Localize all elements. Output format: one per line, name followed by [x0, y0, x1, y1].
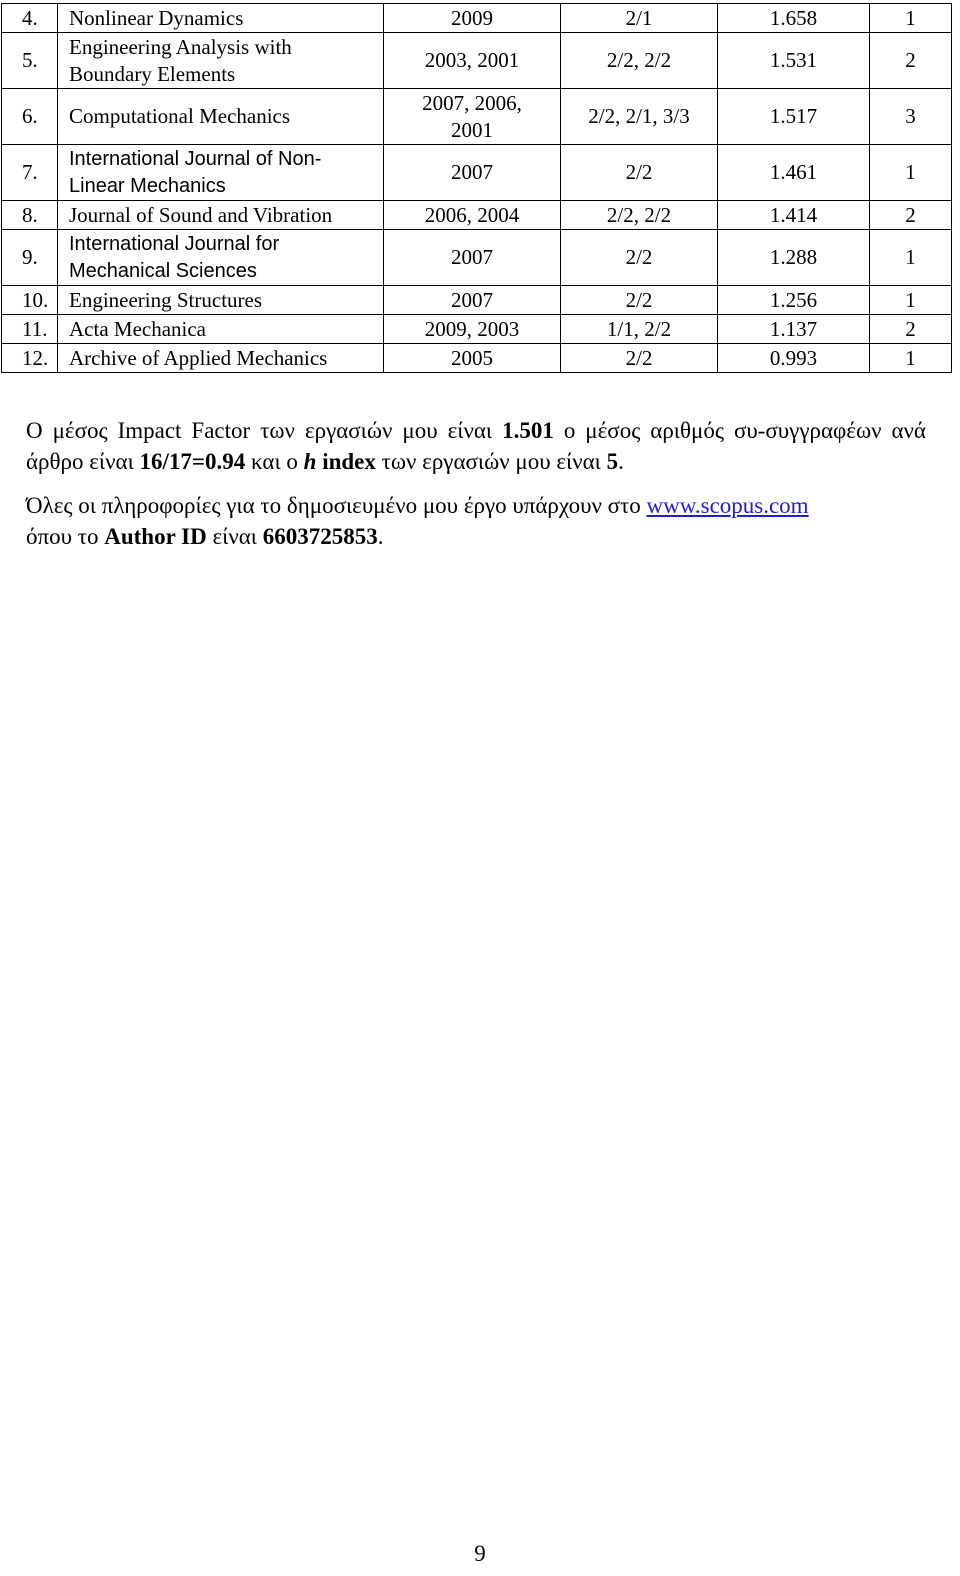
page-number: 9: [474, 1541, 486, 1566]
journal-title: [58, 201, 384, 230]
h-index-value: 5: [606, 449, 619, 474]
publication-years: [384, 230, 561, 286]
journal-table-body: [2, 4, 952, 373]
text: και ο: [245, 449, 304, 474]
average-coauthors: 16/17=0.94: [139, 449, 246, 474]
journal-title: [58, 315, 384, 344]
text: είναι: [206, 524, 263, 549]
impact-factor: 1.288: [718, 230, 870, 286]
publication-years: [384, 33, 561, 89]
paper-count: 1: [870, 145, 952, 201]
journal-title-line: International Journal of Non-: [69, 147, 322, 170]
journal-title: [58, 230, 384, 286]
scopus-link[interactable]: www.scopus.com: [646, 493, 809, 518]
text: Ο μέσος Impact Factor των εργασιών μου είναι: [26, 418, 503, 443]
author-ratio: 2/2: [561, 145, 718, 201]
table-row: [2, 344, 952, 373]
table-row: [2, 230, 952, 286]
impact-factor: 0.993: [718, 344, 870, 373]
index-word: index: [316, 449, 376, 474]
text: των εργασιών μου είναι: [375, 449, 607, 474]
author-ratio: 2/1: [561, 4, 718, 33]
publication-years: [384, 344, 561, 373]
text: ο μέσος αριθμός συ-συγγραφέων ανά άρθρο είναι: [26, 418, 926, 474]
row-number: 9.: [2, 230, 58, 286]
paper-count: 1: [870, 344, 952, 373]
journal-title: [58, 89, 384, 145]
journal-title: [58, 145, 384, 201]
paper-count: 1: [870, 286, 952, 315]
table-row: [2, 33, 952, 89]
author-ratio: 2/2: [561, 286, 718, 315]
table-row: [2, 4, 952, 33]
table-row: [2, 89, 952, 145]
publication-years-line: 2005: [451, 345, 493, 370]
author-ratio: 2/2: [561, 344, 718, 373]
text: .: [618, 449, 624, 474]
row-number: 7.: [2, 145, 58, 201]
author-ratio: 2/2, 2/2: [561, 201, 718, 230]
paper-count: 2: [870, 315, 952, 344]
journal-title-line: Mechanical Sciences: [69, 259, 257, 282]
table-row: [2, 315, 952, 344]
text: .: [377, 524, 384, 549]
journal-title: [58, 4, 384, 33]
row-number: 12.: [2, 344, 58, 373]
journal-title: [58, 33, 384, 89]
table-row: [2, 286, 952, 315]
journal-title-line: Journal of Sound and Vibration: [69, 202, 333, 227]
row-number: 11.: [2, 315, 58, 344]
author-ratio: 2/2: [561, 230, 718, 286]
journal-title-line: Nonlinear Dynamics: [69, 5, 244, 30]
publication-years: [384, 4, 561, 33]
author-ratio: 2/2, 2/1, 3/3: [561, 89, 718, 145]
publication-years: [384, 286, 561, 315]
publication-years-line: 2007: [451, 287, 493, 312]
impact-factor: 1.414: [718, 201, 870, 230]
journal-title-line: Engineering Structures: [69, 287, 263, 312]
journal-title-line: Linear Mechanics: [69, 174, 226, 197]
journal-title-line: Archive of Applied Mechanics: [69, 345, 328, 370]
text: όπου το: [26, 524, 105, 549]
row-number: 5.: [2, 33, 58, 89]
publication-years-line: 2007: [451, 160, 493, 184]
impact-factor-paragraph: [26, 415, 926, 477]
paper-count: 1: [870, 230, 952, 286]
row-number: 10.: [2, 286, 58, 315]
author-ratio: 1/1, 2/2: [561, 315, 718, 344]
impact-factor: 1.658: [718, 4, 870, 33]
row-number: 8.: [2, 201, 58, 230]
publication-years: [384, 89, 561, 145]
journal-title: [58, 286, 384, 315]
paper-count: 3: [870, 89, 952, 145]
journal-table: [1, 3, 952, 373]
impact-factor: 1.517: [718, 89, 870, 145]
publication-years: [384, 201, 561, 230]
author-ratio: 2/2, 2/2: [561, 33, 718, 89]
journal-title-line: Acta Mechanica: [69, 316, 207, 341]
journal-title-line: Engineering Analysis with: [69, 34, 292, 59]
publication-years-line: 2007: [451, 245, 493, 269]
publication-years-line: 2009: [451, 5, 493, 30]
paper-count: 2: [870, 33, 952, 89]
publication-years-line: 2007, 2006,: [422, 90, 522, 115]
impact-factor: 1.531: [718, 33, 870, 89]
publication-years: [384, 145, 561, 201]
journal-title-line: Boundary Elements: [69, 61, 236, 86]
text: Όλες οι πληροφορίες για το δημοσιευμένο μου έργο υπάρχουν στο: [26, 493, 647, 518]
paper-count: 1: [870, 4, 952, 33]
table-row: [2, 145, 952, 201]
average-impact-factor: 1.501: [502, 418, 554, 443]
scopus-paragraph: [26, 490, 926, 552]
publication-years-line: 2006, 2004: [424, 202, 520, 227]
row-number: 6.: [2, 89, 58, 145]
table-row: [2, 201, 952, 230]
publication-years: [384, 315, 561, 344]
journal-title: [58, 344, 384, 373]
journal-title-line: International Journal for: [69, 232, 280, 255]
impact-factor: 1.137: [718, 315, 870, 344]
summary-section: [26, 415, 926, 552]
publication-years-line: 2009, 2003: [424, 316, 520, 341]
journal-title-line: Computational Mechanics: [69, 104, 291, 128]
impact-factor: 1.256: [718, 286, 870, 315]
publication-years-line: 2001: [451, 117, 493, 142]
impact-factor: 1.461: [718, 145, 870, 201]
publication-years-line: 2003, 2001: [424, 48, 520, 72]
paper-count: 2: [870, 201, 952, 230]
row-number: 4.: [2, 4, 58, 33]
h-letter: h: [303, 449, 317, 474]
author-id-label: Author ID: [104, 524, 207, 549]
author-id-value: 6603725853: [262, 524, 378, 549]
